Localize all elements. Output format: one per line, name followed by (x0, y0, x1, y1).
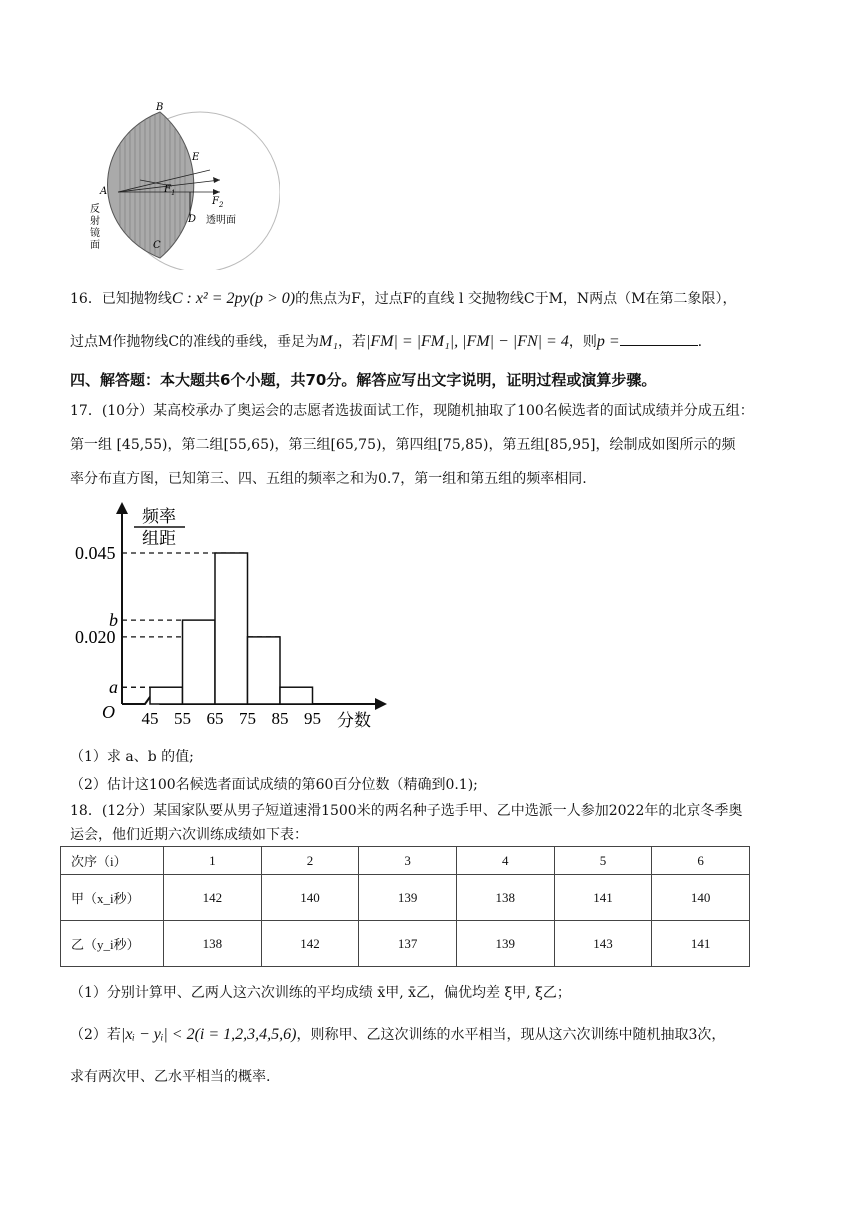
table-cell: 6 (652, 847, 750, 875)
table-cell: 2 (261, 847, 359, 875)
table-cell: 143 (554, 921, 652, 967)
histogram-bar (215, 553, 248, 704)
label-mirror-2: 射 (90, 216, 100, 227)
label-mirror-1: 反 (90, 204, 100, 215)
x-axis-label: 分数 (337, 711, 371, 731)
label-A: A (100, 186, 108, 197)
label-transparent: 透明面 (206, 215, 236, 226)
y-tick-label: a (109, 677, 118, 698)
label-C: C (153, 240, 161, 251)
answer-blank[interactable] (620, 331, 698, 346)
table-cell: 140 (652, 875, 750, 921)
x-tick-label: 85 (271, 709, 289, 728)
y-label-bottom: 组距 (142, 529, 176, 549)
q18-sub2: （2）若|xᵢ − yᵢ| < 2(i = 1,2,3,4,5,6)，则称甲、乙这次训练的水平相当，现从这六次训练中随机抽取3次， (70, 1026, 726, 1043)
q17-sub1: （1）求 a、b 的值; (70, 749, 194, 765)
q17-line3: 率分布直方图，已知第三、四、五组的频率之和为0.7，第一组和第五组的频率相同. (70, 471, 587, 487)
table-cell: 140 (261, 875, 359, 921)
q18-sub1: （1）分别计算甲、乙两人这六次训练的平均成绩 x̄甲, x̄乙，偏优均差 ξ甲, ξ乙； (70, 985, 571, 1001)
label-E: E (192, 152, 200, 163)
x-tick-label: 65 (206, 709, 224, 728)
label-mirror-4: 面 (90, 240, 100, 251)
y-tick-label: 0.020 (75, 626, 116, 647)
histogram-bar (183, 620, 216, 704)
section-heading: 四、解答题：本大题共6个小题，共70分。解答应写出文字说明，证明过程或演算步骤。 (70, 371, 657, 389)
label-F1: $F_1$ (164, 184, 176, 197)
y-tick-label: 0.045 (75, 543, 116, 563)
table-cell: 139 (359, 875, 457, 921)
table-row (61, 921, 750, 967)
table-cell: 137 (359, 921, 457, 967)
x-tick-label: 55 (174, 709, 191, 728)
q17-line2: 第一组 [45,55)，第二组[55,65)，第三组[65,75)，第四组[75,85)，第五组[85,95]，绘制成如图所示的频 (70, 437, 736, 453)
table-cell: 甲（x_i秒） (61, 875, 164, 921)
table-cell: 5 (554, 847, 652, 875)
y-tick-label: b (109, 610, 118, 631)
table-header-row (61, 847, 750, 875)
table-cell: 138 (456, 875, 554, 921)
q16-line2: 过点M作抛物线C的准线的垂线，垂足为M₁，若|FM| = |FM₁|, |FM| − |FN| = 4，则p = . (70, 333, 703, 350)
table-cell: 1 (164, 847, 262, 875)
x-tick-label: 75 (239, 709, 256, 728)
table-cell: 3 (359, 847, 457, 875)
lens-figure (80, 100, 280, 270)
table-cell: 次序（i） (61, 847, 164, 875)
q18-line1: 18．(12分）某国家队要从男子短道速滑1500米的两名种子选手甲、乙中选派一人参加2022年的北京冬季奥 (70, 803, 743, 819)
x-tick-label: 45 (141, 709, 159, 728)
table-row (61, 875, 750, 921)
y-axis-arrow (116, 502, 128, 514)
label-mirror-3: 镜 (90, 228, 100, 239)
q17-line1: 17．(10分）某高校承办了奥运会的志愿者选拔面试工作，现随机抽取了100名候选者的面试成绩并分成五组： (70, 403, 754, 419)
label-B: B (156, 102, 164, 113)
table-cell: 142 (164, 875, 262, 921)
table-cell: 乙（y_i秒） (61, 921, 164, 967)
table-cell: 138 (164, 921, 262, 967)
origin-label: O (102, 702, 115, 722)
y-label-top: 频率 (142, 507, 176, 527)
table-cell: 141 (554, 875, 652, 921)
histogram-bar (248, 637, 281, 704)
q17-sub2: （2）估计这100名候选者面试成绩的第60百分位数（精确到0.1); (70, 777, 478, 793)
table-cell: 4 (456, 847, 554, 875)
histogram-bar (150, 687, 183, 704)
table-cell: 141 (652, 921, 750, 967)
histogram-bar (280, 687, 313, 704)
histogram-chart (65, 498, 395, 738)
training-table (60, 846, 750, 967)
table-cell: 139 (456, 921, 554, 967)
q18-line2: 运会，他们近期六次训练成绩如下表： (70, 827, 308, 843)
q16-line1: 16．已知抛物线C : x² = 2py(p > 0)的焦点为F，过点F的直线 l 交抛物线C于M，N两点（M在第二象限）， (70, 290, 737, 307)
table-cell: 142 (261, 921, 359, 967)
x-axis-arrow (375, 698, 387, 710)
label-D: D (188, 214, 197, 225)
x-tick-label: 95 (304, 709, 321, 728)
label-F2: $F_2$ (212, 196, 224, 209)
q18-sub2-line2: 求有两次甲、乙水平相当的概率. (70, 1069, 271, 1085)
